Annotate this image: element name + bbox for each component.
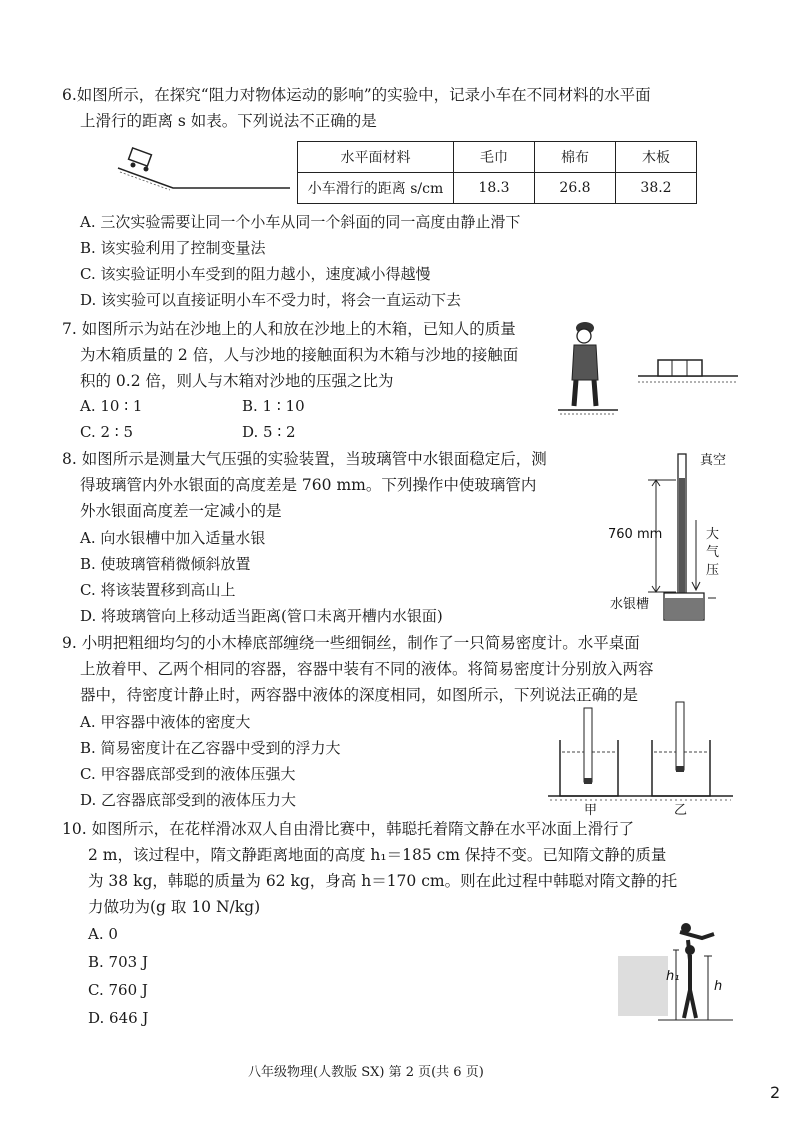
q8-option-c[interactable]: C. 将该装置移到高山上 <box>80 581 236 599</box>
q8-air-label-3: 压 <box>706 563 720 578</box>
q10-stem-line4: 力做功为(g 取 10 N/kg) <box>88 898 261 916</box>
q6-option-a[interactable]: A. 三次实验需要让同一个小车从同一个斜面的同一高度由静止滑下 <box>80 213 521 231</box>
table-row <box>298 142 697 173</box>
q7-stem-line1: 7. 如图所示为站在沙地上的人和放在沙地上的木箱，已知人的质量 <box>62 320 516 338</box>
q8-option-a[interactable]: A. 向水银槽中加入适量水银 <box>80 529 266 547</box>
q10-h1-label: h₁ <box>666 969 680 984</box>
q9-stem-line2: 上放着甲、乙两个相同的容器，容器中装有不同的液体。将简易密度计分别放入两容 <box>80 660 654 678</box>
q10-stem-line1: 10. 如图所示，在花样滑冰双人自由滑比赛中，韩聪托着隋文静在水平冰面上滑行了 <box>62 820 635 838</box>
table-row <box>298 173 697 204</box>
q9-densimeter-figure <box>548 700 738 820</box>
q10-option-b[interactable]: B. 703 J <box>88 953 148 971</box>
q8-stem-line2: 得玻璃管内外水银面的高度差是 760 mm。下列操作中使玻璃管内 <box>80 476 537 494</box>
q10-option-c[interactable]: C. 760 J <box>88 981 148 999</box>
page-footer: 八年级物理(人教版 SX) 第 2 页(共 6 页) <box>248 1065 484 1080</box>
q9-stem-line1: 9. 小明把粗细均匀的小木棒底部缠绕一些细铜丝，制作了一只简易密度计。水平桌面 <box>62 634 640 652</box>
table-cell: 小车滑行的距离 s/cm <box>298 173 454 204</box>
q8-stem-line1: 8. 如图所示是测量大气压强的实验装置，当玻璃管中水银面稳定后，测 <box>62 450 547 468</box>
q9-option-d[interactable]: D. 乙容器底部受到的液体压力大 <box>80 791 297 809</box>
q10-option-a[interactable]: A. 0 <box>88 925 118 943</box>
q6-option-b[interactable]: B. 该实验利用了控制变量法 <box>80 239 266 257</box>
q8-stem-line3: 外水银面高度差一定减小的是 <box>80 502 282 520</box>
q9-label-yi: 乙 <box>674 803 688 818</box>
q6-option-c[interactable]: C. 该实验证明小车受到的阻力越小，速度减小得越慢 <box>80 265 431 283</box>
q6-data-table <box>297 141 697 204</box>
q6-option-d[interactable]: D. 该实验可以直接证明小车不受力时，将会一直运动下去 <box>80 291 462 309</box>
q8-trough-label: 水银槽 <box>610 597 650 612</box>
q6-stem-line1: 6.如图所示，在探究“阻力对物体运动的影响”的实验中，记录小车在不同材料的水平面 <box>62 86 651 104</box>
q10-h-label: h <box>714 979 723 994</box>
q7-option-a[interactable]: A. 10 ∶ 1 <box>80 397 143 415</box>
q7-stem-line2: 为木箱质量的 2 倍，人与沙地的接触面积为木箱与沙地的接触面 <box>80 346 519 364</box>
table-header-cell: 棉布 <box>535 142 616 173</box>
page-number: 2 <box>770 1083 781 1102</box>
q8-option-b[interactable]: B. 使玻璃管稍微倾斜放置 <box>80 555 251 573</box>
q7-option-d[interactable]: D. 5 ∶ 2 <box>242 423 296 441</box>
q9-label-jia: 甲 <box>584 803 598 818</box>
q8-height-label: 760 mm <box>608 527 663 542</box>
q7-option-c[interactable]: C. 2 ∶ 5 <box>80 423 134 441</box>
q9-option-c[interactable]: C. 甲容器底部受到的液体压强大 <box>80 765 296 783</box>
q7-option-b[interactable]: B. 1 ∶ 10 <box>242 397 305 415</box>
q8-air-label-1: 大 <box>706 527 720 542</box>
q8-vacuum-label: 真空 <box>700 453 727 468</box>
q6-stem-line2: 上滑行的距离 s 如表。下列说法不正确的是 <box>80 112 377 130</box>
q8-barometer-figure <box>608 450 738 630</box>
q10-stem-line3: 为 38 kg，韩聪的质量为 62 kg，身高 h＝170 cm。则在此过程中韩聪对隋文静的托 <box>88 872 678 890</box>
table-cell: 26.8 <box>535 173 616 204</box>
table-header-cell: 水平面材料 <box>298 142 454 173</box>
q6-incline-figure <box>118 148 293 193</box>
q8-air-label-2: 气 <box>706 545 720 560</box>
q9-option-b[interactable]: B. 简易密度计在乙容器中受到的浮力大 <box>80 739 341 757</box>
table-header-cell: 毛巾 <box>454 142 535 173</box>
q10-option-d[interactable]: D. 646 J <box>88 1009 149 1027</box>
q7-stem-line3: 积的 0.2 倍，则人与木箱对沙地的压强之比为 <box>80 372 394 390</box>
q9-stem-line3: 器中，待密度计静止时，两容器中液体的深度相同，如图所示，下列说法正确的是 <box>80 686 639 704</box>
q7-person-box-figure <box>558 318 738 423</box>
table-cell: 18.3 <box>454 173 535 204</box>
q8-option-d[interactable]: D. 将玻璃管向上移动适当距离(管口未离开槽内水银面) <box>80 607 443 625</box>
q10-skating-figure <box>618 920 738 1025</box>
table-cell: 38.2 <box>616 173 697 204</box>
q10-stem-line2: 2 m，该过程中，隋文静距离地面的高度 h₁＝185 cm 保持不变。已知隋文静的质量 <box>88 846 667 864</box>
table-header-cell: 木板 <box>616 142 697 173</box>
q9-option-a[interactable]: A. 甲容器中液体的密度大 <box>80 713 251 731</box>
